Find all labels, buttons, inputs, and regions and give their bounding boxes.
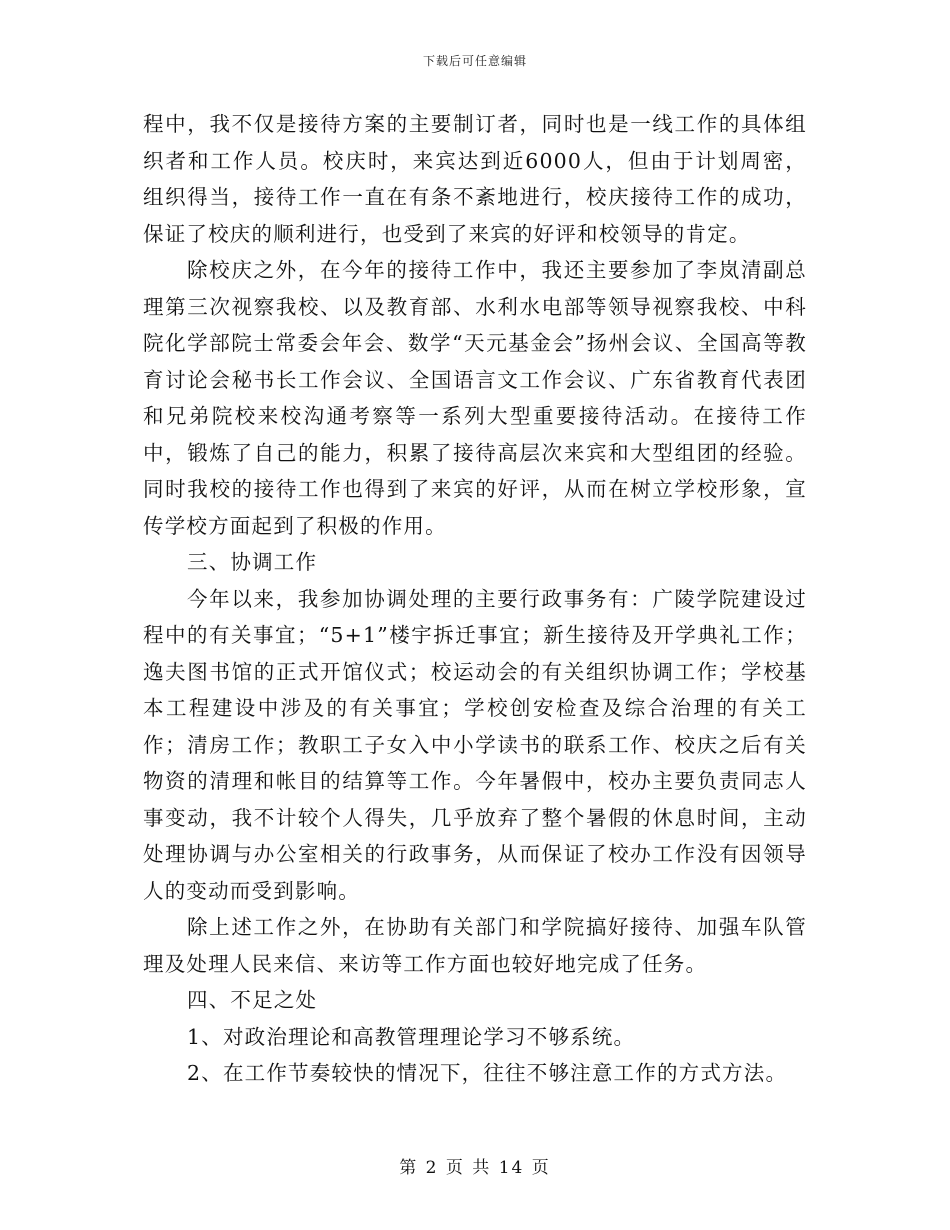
section-heading-shortcomings: 四、不足之处 [187,988,318,1012]
paragraph-coordination-work: 今年以来，我参加协调处理的主要行政事务有：广陵学院建设过程中的有关事宜；“5+1”楼宇拆迁事宜；新生接待及开学典礼工作；逸夫图书馆的正式开馆仪式；校运动会的有关组织协调工作；学校基本工程建设中涉及的有关事宜；学校创安检查及综合治理的有关工作；清房工作；教职工子女入中小学读书的联系工作、校庆之后有关物资的清理和帐目的结算等工作。今年暑假中，校办主要负责同志人事变动，我不计较个人得失，几乎放弃了整个暑假的休息时间，主动处理协调与办公室相关的行政事务，从而保证了校办工作没有因领导人的变动而受到影响。 [143,586,807,903]
paragraph-continuation: 程中，我不仅是接待方案的主要制订者，同时也是一线工作的具体组织者和工作人员。校庆时，来宾达到近6000人，但由于计划周密，组织得当，接待工作一直在有条不紊地进行，校庆接待工作的成功，保证了校庆的顺利进行，也受到了来宾的好评和校领导的肯定。 [143,112,807,246]
list-item-shortcoming-1: 1、对政治理论和高教管理理论学习不够系统。 [187,1024,636,1049]
document-body [143,106,807,1092]
header-note: 下载后可任意编辑 [422,54,527,68]
page-number: 第 2 页 共 14 页 [399,1158,551,1178]
section-heading-coordination: 三、协调工作 [187,550,318,574]
paragraph-other-tasks: 除上述工作之外，在协助有关部门和学院搞好接待、加强车队管理及处理人民来信、来访等工作方面也较好地完成了任务。 [143,915,807,976]
list-item-shortcoming-2: 2、在工作节奏较快的情况下，往往不够注意工作的方式方法。 [187,1061,788,1085]
paragraph-reception-activities: 除校庆之外，在今年的接待工作中，我还主要参加了李岚清副总理第三次视察我校、以及教育部、水利水电部等领导视察我校、中科院化学部院士常委会年会、数学“天元基金会”扬州会议、全国高等教育讨论会秘书长工作会议、全国语言文工作会议、广东省教育代表团和兄弟院校来校沟通考察等一系列大型重要接待活动。在接待工作中，锻炼了自己的能力，积累了接待高层次来宾和大型组团的经验。同时我校的接待工作也得到了来宾的好评，从而在树立学校形象，宣传学校方面起到了积极的作用。 [143,258,807,538]
